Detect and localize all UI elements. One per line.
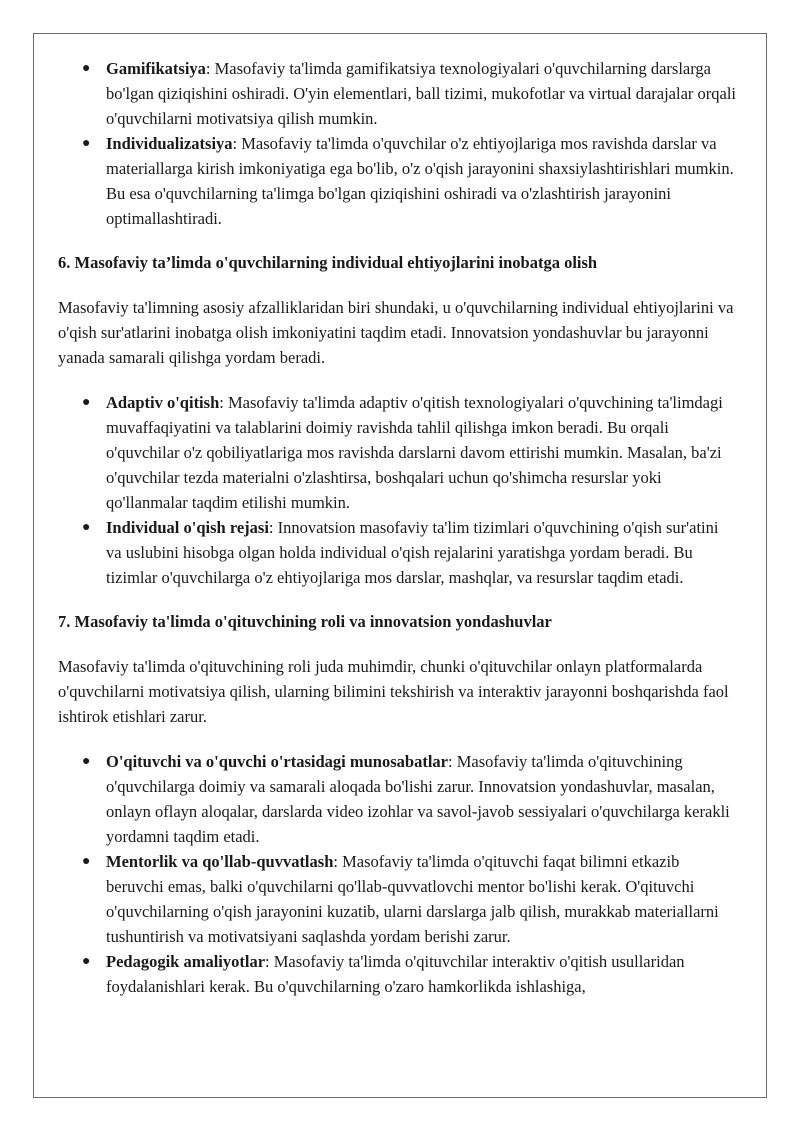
list-item <box>58 515 738 590</box>
list-item-term: Mentorlik va qo'llab-quvvatlash <box>106 852 334 871</box>
section-heading: 7. Masofaviy ta'limda o'qituvchining roli va innovatsion yondashuvlar <box>58 612 552 631</box>
bullet-icon: ● <box>82 136 91 151</box>
section-list <box>58 749 738 999</box>
list-item-text: : Masofaviy ta'limda gamifikatsiya texnologiyalari o'quvchilarning darslarga bo'lgan qiziqishini oshiradi. O'yin elementlari, ball tizimi, mukofotlar va virtual darajalar orqali o'quvchilarni motivatsiya qilish mumkin. <box>106 59 737 128</box>
section-list <box>58 390 738 590</box>
list-item-term: Gamifikatsiya <box>106 59 206 78</box>
section-paragraph: Masofaviy ta'limning asosiy afzalliklaridan biri shundaki, u o'quvchilarning individual ehtiyojlarini va o'qish sur'atlarini inobatga olish imkoniyatini taqdim etadi. Innovatsion yondashuvlar bu jarayonni yanada samarali qilishga yordam beradi. <box>58 298 734 367</box>
list-item-text: : Innovatsion masofaviy ta'lim tizimlari o'quvchining o'qish sur'atini va uslubini hisobga olgan holda individual o'qish rejalarini yaratishga yordam beradi. Bu tizimlar o'quvchilarga o'z ehtiyojlariga mos darslar, mashqlar, va resurslar taqdim etadi. <box>106 518 719 587</box>
list-item-text: : Masofaviy ta'limda o'qituvchining o'quvchilarga doimiy va samarali aloqada bo'lishi zarur. Innovatsion yondashuvlar, masalan, onlayn oflayn aloqalar, darslarda video izohlar va savol-javob sessiyalari o'quvchilarga kerakli yordamni taqdim etadi. <box>106 752 730 846</box>
bullet-icon: ● <box>82 754 91 769</box>
list-item-term: O'qituvchi va o'quvchi o'rtasidagi munosabatlar <box>106 752 448 771</box>
list-item <box>58 949 738 999</box>
list-item-text: : Masofaviy ta'limda adaptiv o'qitish texnologiyalari o'quvchining ta'limdagi muvaffaqiyatini va talablarini doimiy ravishda tahlil qilishga imkon beradi. Bu orqali o'quvchilar o'z qobiliyatlariga mos ravishda darslarni davom ettirishi mumkin. Masalan, ba'zi o'quvchilar tezda materialni o'zlashtirsa, boshqalari uchun qo'shimcha resurslar yoki qo'llanmalar taqdim etilishi mumkin. <box>106 393 723 512</box>
section-heading: 6. Masofaviy ta’limda o'quvchilarning individual ehtiyojlarini inobatga olish <box>58 253 598 272</box>
bullet-icon: ● <box>82 854 91 869</box>
list-item <box>58 849 738 949</box>
list-item <box>58 131 738 231</box>
list-item-text: : Masofaviy ta'limda o'qituvchi faqat bilimni etkazib beruvchi emas, balki o'quvchilarni qo'llab-quvvatlovchi mentor bo'lishi kerak. O'qituvchi o'quvchilarning o'qish jarayonini kuzatib, ularni darslarga jalb qilish, murakkab materiallarni tushuntirish va motivatsiyani saqlashda yordam berishi zarur. <box>106 852 719 946</box>
bullet-icon: ● <box>82 954 91 969</box>
list-item-term: Pedagogik amaliyotlar <box>106 952 266 971</box>
section-paragraph: Masofaviy ta'limda o'qituvchining roli juda muhimdir, chunki o'qituvchilar onlayn platformalarda o'quvchilarni motivatsiya qilish, ularning bilimini tekshirish va interaktiv jarayonni boshqarishda faol ishtirok etishlari zarur. <box>58 657 729 726</box>
list-item-term: Individual o'qish rejasi <box>106 518 269 537</box>
list-item-term: Individualizatsiya <box>106 134 233 153</box>
bullet-icon: ● <box>82 520 91 535</box>
list-item-text: : Masofaviy ta'limda o'quvchilar o'z ehtiyojlariga mos ravishda darslar va materiallarga kirish imkoniyatiga ega bo'lib, o'z o'qish jarayonini shaxsiylashtirishlari mumkin. Bu esa o'quvchilarning ta'limga bo'lgan qiziqishini oshiradi va o'zlashtirish jarayonini optimallashtiradi. <box>106 134 734 228</box>
document-body <box>58 56 738 999</box>
feature-list <box>58 56 738 231</box>
list-item <box>58 749 738 849</box>
list-item <box>58 390 738 515</box>
bullet-icon: ● <box>82 61 91 76</box>
list-item-text: : Masofaviy ta'limda o'qituvchilar interaktiv o'qitish usullaridan foydalanishlari kerak. Bu o'quvchilarning o'zaro hamkorlikda ishlashiga, <box>106 952 685 996</box>
list-item <box>58 56 738 131</box>
list-item-term: Adaptiv o'qitish <box>106 393 220 412</box>
bullet-icon: ● <box>82 395 91 410</box>
